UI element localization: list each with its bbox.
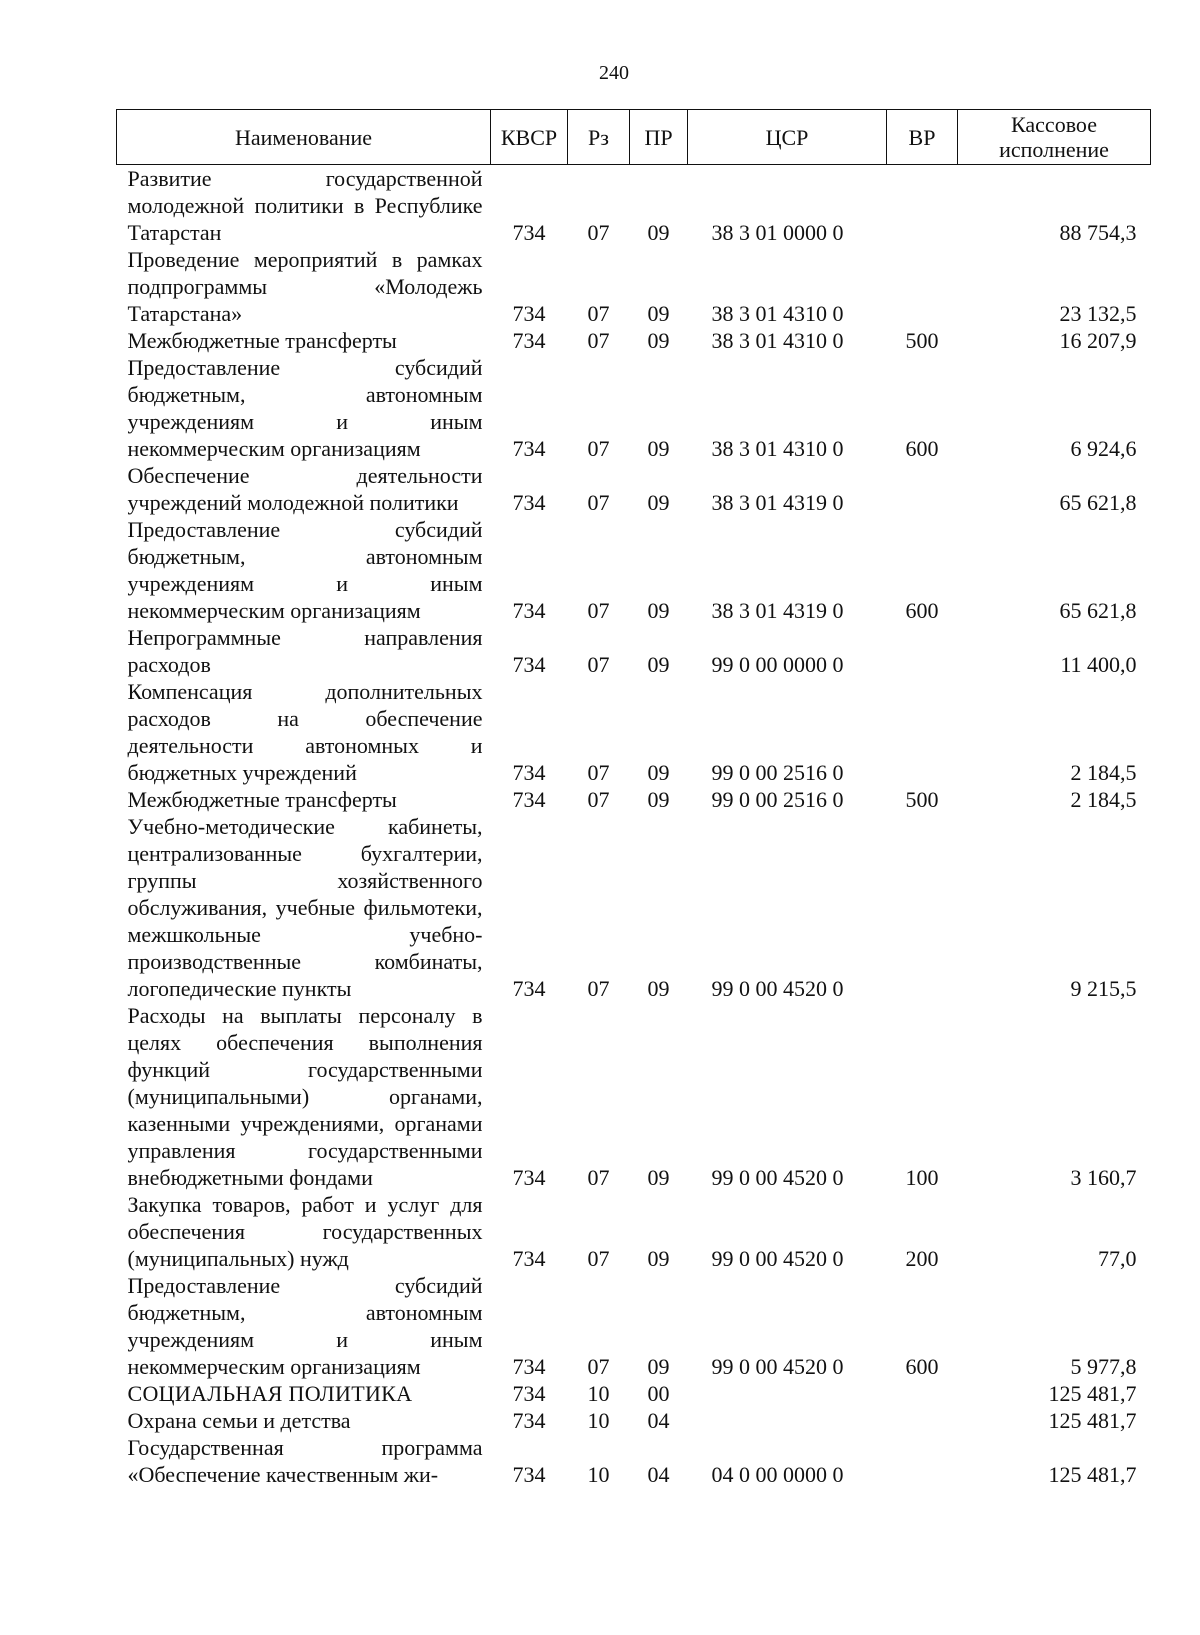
cell-rz: 07 [587, 301, 610, 326]
cell-csr: 04 0 00 0000 0 [711, 1462, 844, 1487]
cell-rz: 07 [587, 598, 610, 623]
cell-vr: 200 [905, 1246, 939, 1271]
cell-sum: 16 207,9 [1059, 328, 1137, 353]
cell-sum: 65 621,8 [1059, 490, 1137, 515]
table-row [117, 786, 1151, 813]
cell-name: Обеспечение деятельности учреждений молодежной политики [127, 463, 483, 515]
cell-kvsr: 734 [512, 490, 546, 515]
cell-kvsr: 734 [512, 787, 546, 812]
header-rz: Рз [568, 110, 630, 165]
cell-pr: 09 [647, 1246, 670, 1271]
cell-pr: 00 [647, 1381, 670, 1406]
cell-sum: 2 184,5 [1070, 760, 1137, 785]
cell-vr [887, 1434, 958, 1488]
cell-pr: 09 [647, 760, 670, 785]
cell-pr: 09 [647, 598, 670, 623]
table-row [117, 1191, 1151, 1272]
table-header [117, 110, 1151, 165]
cell-pr: 09 [647, 328, 670, 353]
cell-sum: 23 132,5 [1059, 301, 1137, 326]
cell-vr: 500 [905, 328, 939, 353]
cell-pr: 09 [647, 436, 670, 461]
cell-sum: 9 215,5 [1070, 976, 1137, 1001]
cell-sum: 3 160,7 [1070, 1165, 1137, 1190]
cell-rz: 07 [587, 976, 610, 1001]
cell-rz: 07 [587, 787, 610, 812]
cell-csr: 99 0 00 2516 0 [711, 787, 844, 812]
cell-rz: 07 [587, 1165, 610, 1190]
cell-csr: 99 0 00 4520 0 [711, 976, 844, 1001]
budget-table [116, 109, 1151, 1488]
table-row [117, 1407, 1151, 1434]
table-row [117, 327, 1151, 354]
cell-vr [887, 246, 958, 327]
cell-pr: 09 [647, 490, 670, 515]
cell-name: Проведение мероприятий в рамках подпрограммы «Молодежь Татарстана» [127, 247, 483, 326]
cell-name: Охрана семьи и детства [127, 1408, 351, 1433]
cell-sum: 125 481,7 [1048, 1408, 1137, 1433]
cell-vr: 600 [905, 598, 939, 623]
cell-vr: 600 [905, 436, 939, 461]
cell-kvsr: 734 [512, 220, 546, 245]
cell-pr: 04 [647, 1462, 670, 1487]
cell-rz: 07 [587, 328, 610, 353]
header-csr: ЦСР [688, 110, 887, 165]
cell-csr: 38 3 01 4310 0 [711, 436, 844, 461]
table-row [117, 678, 1151, 786]
cell-sum: 125 481,7 [1048, 1381, 1137, 1406]
cell-kvsr: 734 [512, 598, 546, 623]
cell-csr: 38 3 01 4319 0 [711, 598, 844, 623]
table-row [117, 354, 1151, 462]
table-row [117, 516, 1151, 624]
cell-sum: 5 977,8 [1070, 1354, 1137, 1379]
cell-pr: 09 [647, 652, 670, 677]
cell-csr: 99 0 00 4520 0 [711, 1165, 844, 1190]
cell-sum: 88 754,3 [1059, 220, 1137, 245]
header-pr: ПР [630, 110, 688, 165]
table-row [117, 246, 1151, 327]
cell-rz: 10 [587, 1462, 610, 1487]
cell-vr: 100 [905, 1165, 939, 1190]
cell-vr [887, 813, 958, 1002]
cell-vr [887, 1380, 958, 1407]
cell-pr: 09 [647, 1165, 670, 1190]
cell-kvsr: 734 [512, 1354, 546, 1379]
cell-vr: 500 [905, 787, 939, 812]
table-body [117, 165, 1151, 1489]
cell-kvsr: 734 [512, 1408, 546, 1433]
cell-sum: 65 621,8 [1059, 598, 1137, 623]
cell-name: Предоставление субсидий бюджетным, автономным учреждениям и иным некоммерческим организациям [127, 517, 483, 623]
cell-rz: 07 [587, 436, 610, 461]
table-row [117, 1380, 1151, 1407]
cell-kvsr: 734 [512, 1246, 546, 1271]
cell-rz: 07 [587, 652, 610, 677]
cell-kvsr: 734 [512, 1462, 546, 1487]
header-sum: Кассовое исполнение [958, 110, 1151, 165]
cell-csr: 99 0 00 4520 0 [711, 1246, 844, 1271]
cell-pr: 04 [647, 1408, 670, 1433]
cell-kvsr: 734 [512, 976, 546, 1001]
cell-csr [688, 1407, 887, 1434]
cell-rz: 07 [587, 1246, 610, 1271]
cell-rz: 07 [587, 490, 610, 515]
cell-vr [887, 1407, 958, 1434]
cell-vr [887, 678, 958, 786]
cell-pr: 09 [647, 787, 670, 812]
cell-rz: 10 [587, 1408, 610, 1433]
cell-kvsr: 734 [512, 652, 546, 677]
cell-vr [887, 624, 958, 678]
cell-name: Компенсация дополнительных расходов на обеспечение деятельности автономных и бюджетных учреждений [127, 679, 483, 785]
cell-csr: 99 0 00 2516 0 [711, 760, 844, 785]
cell-name: Предоставление субсидий бюджетным, автономным учреждениям и иным некоммерческим организациям [127, 355, 483, 461]
cell-name: Межбюджетные трансферты [127, 328, 397, 353]
cell-csr: 38 3 01 4310 0 [711, 328, 844, 353]
table-row [117, 462, 1151, 516]
cell-name: Государственная программа «Обеспечение качественным жи- [127, 1435, 483, 1487]
cell-pr: 09 [647, 301, 670, 326]
cell-name: Расходы на выплаты персоналу в целях обеспечения выполнения функций государственными (муниципальными) органами, казенными учреждениями, органами управления государственными внебюджетными фондами [127, 1003, 483, 1190]
cell-kvsr: 734 [512, 760, 546, 785]
cell-vr [887, 462, 958, 516]
table-row [117, 624, 1151, 678]
cell-pr: 09 [647, 1354, 670, 1379]
table-row [117, 1272, 1151, 1380]
header-name: Наименование [117, 110, 491, 165]
cell-sum: 6 924,6 [1070, 436, 1137, 461]
cell-vr: 600 [905, 1354, 939, 1379]
cell-csr: 38 3 01 4319 0 [711, 490, 844, 515]
cell-rz: 10 [587, 1381, 610, 1406]
cell-kvsr: 734 [512, 1165, 546, 1190]
cell-name: Непрограммные направления расходов [127, 625, 483, 677]
cell-csr: 38 3 01 0000 0 [711, 220, 844, 245]
cell-csr: 99 0 00 4520 0 [711, 1354, 844, 1379]
cell-rz: 07 [587, 760, 610, 785]
cell-kvsr: 734 [512, 1381, 546, 1406]
cell-sum: 125 481,7 [1048, 1462, 1137, 1487]
cell-vr [887, 165, 958, 247]
cell-kvsr: 734 [512, 328, 546, 353]
header-kvsr: КВСР [491, 110, 568, 165]
cell-sum: 77,0 [1098, 1246, 1137, 1271]
cell-pr: 09 [647, 976, 670, 1001]
table-row [117, 813, 1151, 1002]
cell-csr: 99 0 00 0000 0 [711, 652, 844, 677]
table-row [117, 1002, 1151, 1191]
cell-rz: 07 [587, 1354, 610, 1379]
cell-kvsr: 734 [512, 436, 546, 461]
cell-csr [688, 1380, 887, 1407]
cell-name: Межбюджетные трансферты [127, 787, 397, 812]
cell-csr: 38 3 01 4310 0 [711, 301, 844, 326]
cell-sum: 11 400,0 [1060, 652, 1137, 677]
page-number: 240 [599, 62, 629, 84]
cell-name: Закупка товаров, работ и услуг для обеспечения государственных (муниципальных) нужд [127, 1192, 483, 1271]
cell-name: Предоставление субсидий бюджетным, автономным учреждениям и иным некоммерческим организациям [127, 1273, 483, 1379]
cell-pr: 09 [647, 220, 670, 245]
cell-name: Развитие государственной молодежной политики в Республике Татарстан [127, 166, 483, 245]
cell-name: СОЦИАЛЬНАЯ ПОЛИТИКА [127, 1381, 413, 1406]
header-vr: ВР [887, 110, 958, 165]
cell-sum: 2 184,5 [1070, 787, 1137, 812]
table-row [117, 165, 1151, 247]
cell-kvsr: 734 [512, 301, 546, 326]
cell-rz: 07 [587, 220, 610, 245]
cell-name: Учебно-методические кабинеты, централизованные бухгалтерии, группы хозяйственного обслуживания, учебные фильмотеки, межшкольные учебно-производственные комбинаты, логопедические пункты [127, 814, 483, 1001]
table-row [117, 1434, 1151, 1488]
